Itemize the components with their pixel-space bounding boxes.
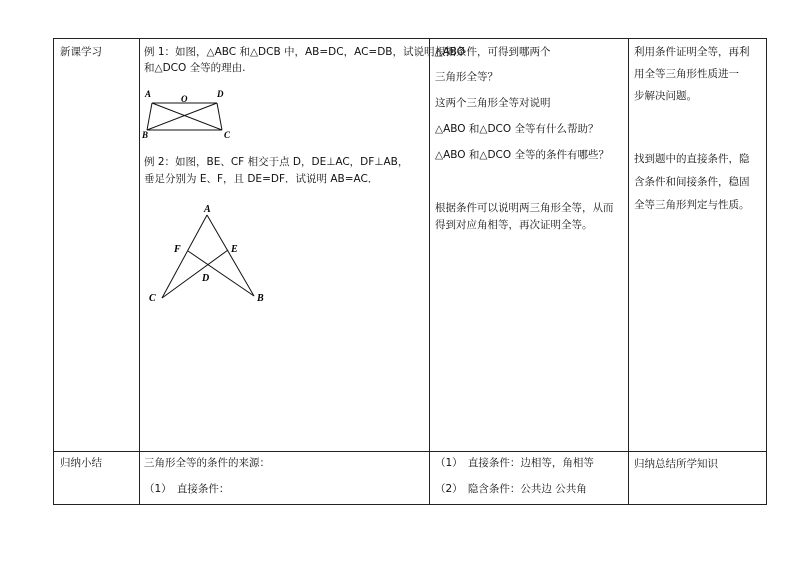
fig2-label-F: F bbox=[174, 244, 181, 255]
row-label-new-lesson: 新课学习 bbox=[60, 46, 102, 58]
intent-line-4: 找到题中的直接条件，隐 bbox=[634, 153, 750, 165]
fig2-label-D: D bbox=[202, 273, 210, 284]
intent-line-1: 利用条件证明全等，再利 bbox=[634, 46, 750, 58]
student-question-4: △ABO 和△DCO 全等有什么帮助？ bbox=[435, 123, 599, 135]
fig1-label-D: D bbox=[217, 89, 224, 99]
fig2-label-B: B bbox=[257, 293, 264, 304]
fig1-label-A: A bbox=[145, 89, 152, 99]
summary-content-line2: （1） 直接条件： bbox=[144, 483, 230, 495]
summary-student-line1: （1） 直接条件：边相等，角相等 bbox=[435, 457, 594, 469]
column-divider bbox=[139, 39, 140, 504]
student-question-1: 根据条件，可得到哪两个 bbox=[435, 46, 551, 58]
summary-content-line1: 三角形全等的条件的来源： bbox=[144, 457, 270, 469]
example1-text-line2: 和△DCO 全等的理由. bbox=[144, 62, 246, 74]
fig2-label-E: E bbox=[231, 244, 238, 255]
intent-line-3: 步解决问题。 bbox=[634, 90, 697, 102]
example2-text-line1: 例 2：如图，BE、CF 相交于点 D，DE⊥AC，DF⊥AB， bbox=[144, 156, 409, 168]
student-answer-line1: 根据条件可以说明两三角形全等，从而 bbox=[435, 202, 614, 214]
summary-intent: 归纳总结所学知识 bbox=[634, 458, 718, 470]
intent-line-5: 含条件和间接条件，稳固 bbox=[634, 176, 750, 188]
fig1-label-B: B bbox=[142, 130, 149, 140]
student-answer-line2: 得到对应角相等，再次证明全等。 bbox=[435, 219, 593, 231]
row-divider bbox=[54, 451, 766, 452]
fig2-label-A: A bbox=[204, 204, 211, 215]
example1-text-line1: 例 1：如图，△ABC 和△DCB 中，AB=DC，AC=DB，试说明△ABO bbox=[144, 46, 466, 58]
summary-student-line2: （2） 隐含条件：公共边 公共角 bbox=[435, 483, 587, 495]
student-question-3: 这两个三角形全等对说明 bbox=[435, 97, 551, 109]
fig1-label-O: O bbox=[181, 94, 188, 104]
example2-figure bbox=[144, 201, 269, 306]
student-question-5: △ABO 和△DCO 全等的条件有哪些？ bbox=[435, 149, 609, 161]
example2-text-line2: 垂足分别为 E、F，且 DE=DF．试说明 AB=AC． bbox=[144, 173, 379, 185]
fig2-label-C: C bbox=[149, 293, 156, 304]
row-label-summary: 归纳小结 bbox=[60, 457, 102, 469]
column-divider bbox=[429, 39, 430, 504]
example1-figure bbox=[142, 85, 232, 140]
intent-line-6: 全等三角形判定与性质。 bbox=[634, 199, 750, 211]
lesson-table bbox=[53, 38, 767, 505]
student-question-2: 三角形全等？ bbox=[435, 71, 498, 83]
fig1-label-C: C bbox=[224, 130, 231, 140]
column-divider bbox=[628, 39, 629, 504]
intent-line-2: 用全等三角形性质进一 bbox=[634, 68, 739, 80]
